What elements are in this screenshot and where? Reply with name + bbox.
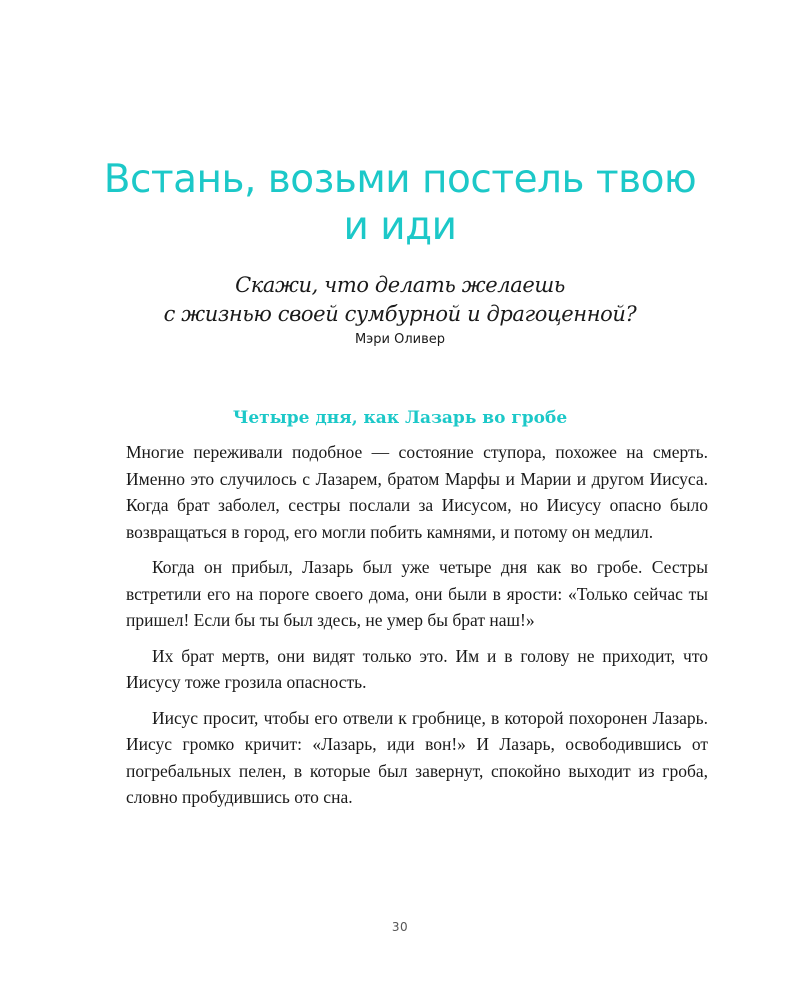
section-heading: Четыре дня, как Лазарь во гробе [232, 408, 568, 428]
page-number: 30 [391, 920, 409, 934]
paragraph: Многие переживали подобное — состояние ступора, похожее на смерть. Именно это случилось с Лазарем, братом Марфы и Марии и другом Иисуса. Когда брат заболел, сестры послали за Иисусом, но Иисусу опасно было возвращаться в город, его могли побить камнями, и потому он медлил. [126, 442, 708, 542]
epigraph-line-2: с жизнью своей сумбурной и драгоценной? [163, 302, 637, 326]
epigraph-author: Мэри Оливер [354, 332, 446, 347]
paragraph: Когда он прибыл, Лазарь был уже четыре дня как во гробе. Сестры встретили его на пороге своего дома, они были в ярости: «Только сейчас ты пришел! Если бы ты был здесь, не умер бы брат наш!» [126, 557, 708, 630]
chapter-title [100, 156, 700, 250]
epigraph [100, 271, 700, 349]
chapter-title-line-2: и иди [343, 204, 457, 249]
epigraph-line-1: Скажи, что делать желаешь [235, 273, 565, 297]
paragraph: Их брат мертв, они видят только это. Им и в голову не приходит, что Иисусу тоже грозила опасность. [126, 645, 708, 692]
paragraph: Иисус просит, чтобы его отвели к гробнице, в которой похоронен Лазарь. Иисус громко кричит: «Лазарь, иди вон!» И Лазарь, освободившись от погребальных пелен, в которые был завернут, спокойно выходит из гроба, словно пробудившись ото сна. [126, 707, 708, 807]
body-text [126, 439, 708, 820]
chapter-title-line-1: Встань, возьми постель твою [103, 157, 697, 202]
